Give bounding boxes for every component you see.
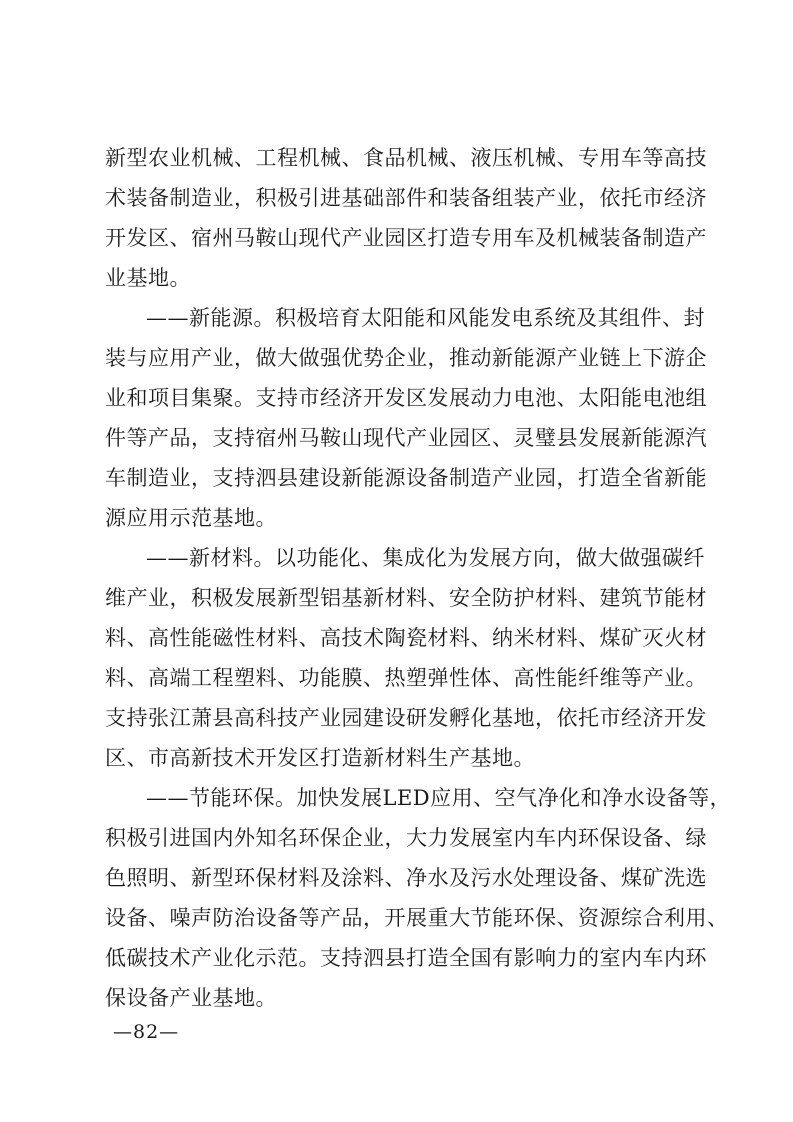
text-line: 术装备制造业，积极引进基础部件和装备组装产业，依托市经济: [105, 186, 707, 210]
paragraph-heading-new-energy: ——新能源。积极培育太阳能和风能发电系统及其组件、封: [146, 306, 705, 330]
text-line: 新型农业机械、工程机械、食品机械、液压机械、专用车等高技: [105, 146, 707, 170]
text-line: 开发区、宿州马鞍山现代产业园区打造专用车及机械装备制造产: [105, 226, 707, 250]
text-line: 业和项目集聚。支持市经济开发区发展动力电池、太阳能电池组: [105, 386, 707, 410]
text-line: 业基地。: [105, 266, 191, 290]
text-line: 装与应用产业，做大做强优势企业，推动新能源产业链上下游企: [105, 346, 707, 370]
text-line: 积极引进国内外知名环保企业，大力发展室内车内环保设备、绿: [105, 826, 707, 850]
text-line: 区、市高新技术开发区打造新材料生产基地。: [105, 746, 535, 770]
text-line: 维产业，积极发展新型铝基新材料、安全防护材料、建筑节能材: [105, 586, 707, 610]
paragraph-heading-energy-saving: ——节能环保。加快发展LED应用、空气净化和净水设备等，: [146, 786, 732, 810]
text-line: 料、高性能磁性材料、高技术陶瓷材料、纳米材料、煤矿灭火材: [105, 626, 707, 650]
text-line: 低碳技术产业化示范。支持泗县打造全国有影响力的室内车内环: [105, 946, 707, 970]
text-line: 色照明、新型环保材料及涂料、净水及污水处理设备、煤矿洗选: [105, 866, 707, 890]
text-line: 支持张江萧县高科技产业园建设研发孵化基地，依托市经济开发: [105, 706, 707, 730]
text-line: 保设备产业基地。: [105, 986, 277, 1010]
paragraph-heading-new-materials: ——新材料。以功能化、集成化为发展方向，做大做强碳纤: [146, 546, 705, 570]
text-line: 源应用示范基地。: [105, 506, 277, 530]
text-line: 车制造业，支持泗县建设新能源设备制造产业园，打造全省新能: [105, 466, 707, 490]
page-number: —82—: [113, 1021, 180, 1043]
text-line: 料、高端工程塑料、功能膜、热塑弹性体、高性能纤维等产业。: [105, 666, 707, 690]
text-line: 设备、噪声防治设备等产品，开展重大节能环保、资源综合利用、: [105, 906, 729, 930]
text-line: 件等产品，支持宿州马鞍山现代产业园区、灵璧县发展新能源汽: [105, 426, 707, 450]
